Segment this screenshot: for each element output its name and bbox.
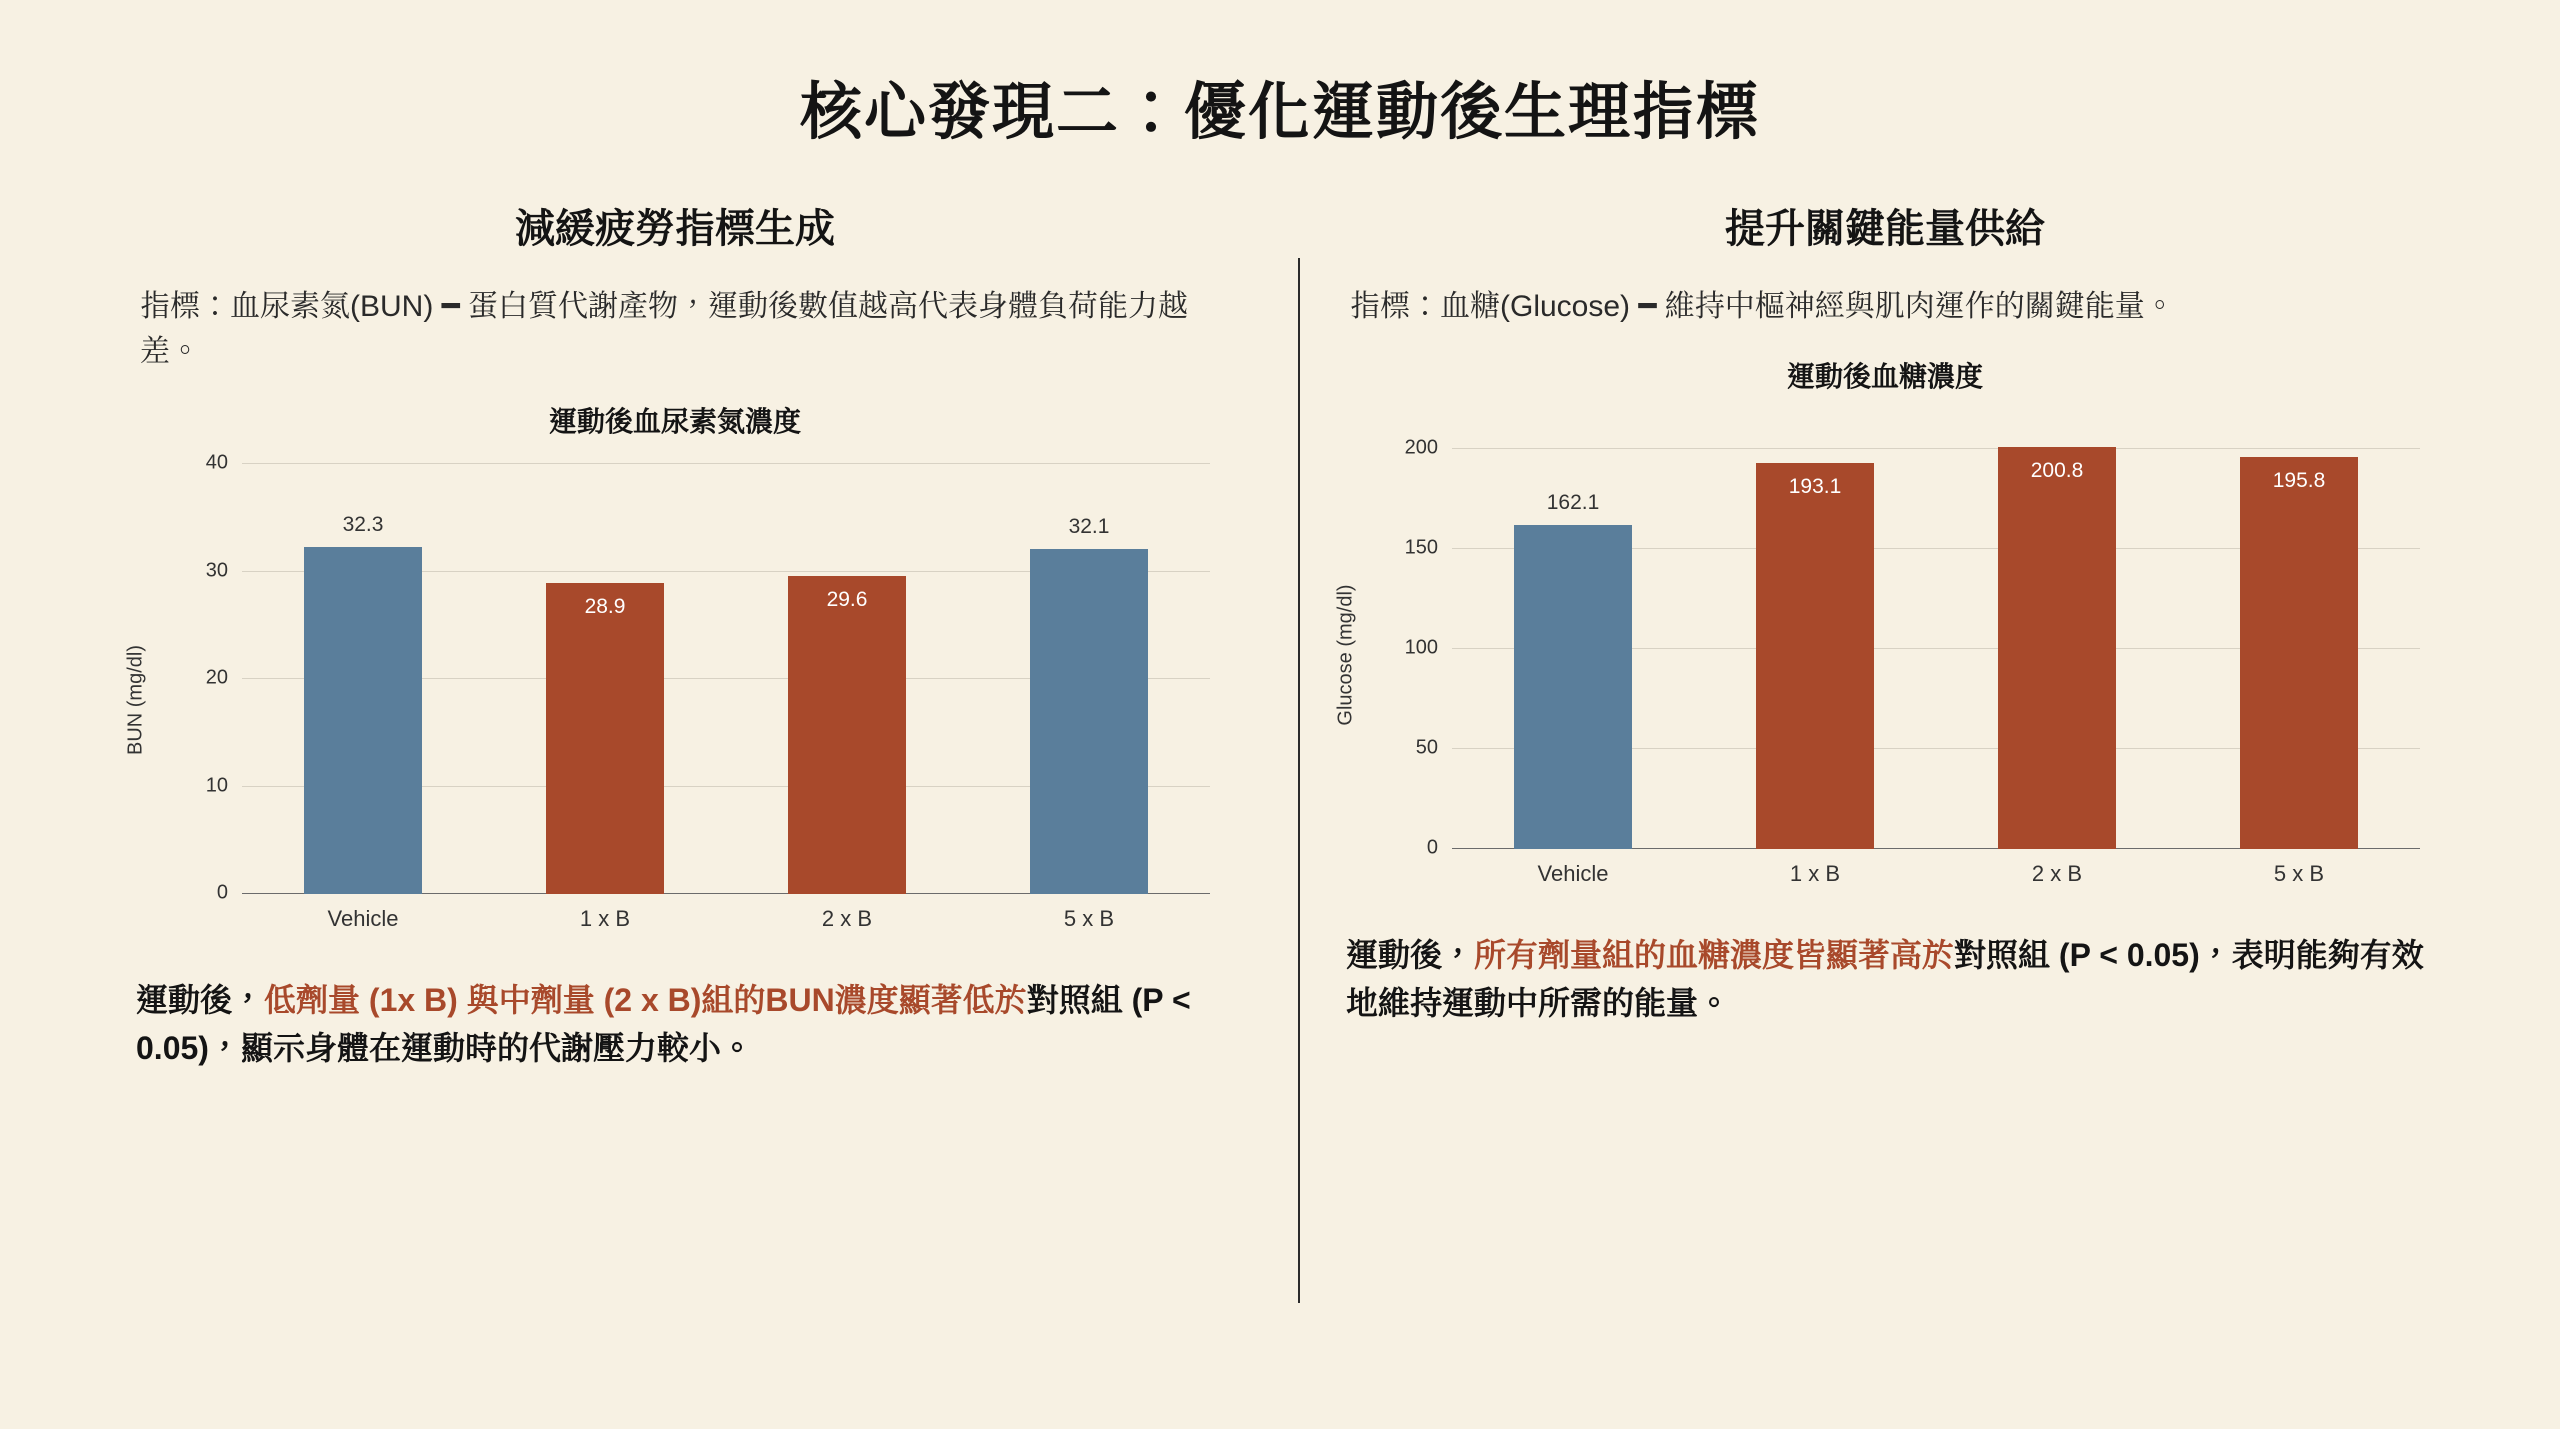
glucose-chart-title: 運動後血糖濃度 [1786,361,1983,392]
bun-xlabel-2xb: 2 x B [821,906,873,931]
bun-ytick-10: 10 [205,774,228,796]
bun-xlabel-vehicle: Vehicle [327,906,399,931]
left-note [136,976,1214,1072]
glucose-bar-vehicle[interactable] [1514,490,1632,849]
right-column [1280,197,2490,1072]
bun-bar-2xb[interactable] [788,576,906,894]
bar-slot [2202,419,2396,849]
glucose-ytick-150: 150 [1404,536,1438,559]
glucose-y-axis-label: Glucose (mg/dl) [1334,584,1357,726]
left-column [70,197,1280,1072]
right-note-highlight: 所有劑量組的血糖濃度皆顯著高於 [1474,937,1955,973]
glucose-xlabel-1xb: 1 x B [1789,861,1841,886]
bar-slot [1476,419,1670,849]
glucose-ytick-0: 0 [1426,836,1438,859]
glucose-xlabel-2xb: 2 x B [2031,861,2083,886]
bun-value-5xb: 32.1 [1068,514,1110,538]
bun-ytick-40: 40 [205,451,228,474]
bun-bar-vehicle[interactable] [304,512,422,894]
bun-ytick-20: 20 [205,666,228,689]
bun-ytick-0: 0 [216,881,228,904]
bun-xlabel-1xb: 1 x B [579,906,631,931]
bun-value-2xb: 29.6 [826,587,868,611]
glucose-value-1xb: 193.1 [1788,474,1842,498]
bar-slot [750,464,944,894]
bun-chart [124,450,1220,950]
glucose-ytick-100: 100 [1404,636,1438,659]
bun-value-1xb: 28.9 [584,595,626,619]
left-description: 指標：血尿素氮(BUN) ━ 蛋白質代謝產物，運動後數值越高代表身體負荷能力越差。 [140,290,1189,368]
bar-slot [266,464,460,894]
left-note-highlight: 低劑量 (1x B) 與中劑量 (2 x B)組的BUN濃度顯著低於 [264,982,1027,1018]
bun-xlabel-5xb: 5 x B [1063,906,1115,931]
right-note-part1: 運動後， [1346,937,1475,973]
bun-bars [242,464,1210,894]
glucose-chart [1334,405,2430,905]
bun-x-labels [242,906,1210,932]
bar-slot [508,464,702,894]
bun-ytick-30: 30 [205,559,228,581]
right-heading: 提升關鍵能量供給 [1725,205,2045,252]
right-note-part2: 對照組 (P < 0.05)，表明能夠有效地維持運動中所需的能量。 [1346,937,2424,1021]
glucose-xlabel-vehicle: Vehicle [1537,861,1609,886]
glucose-value-vehicle: 162.1 [1546,490,1600,514]
left-note-part1: 運動後， [136,982,265,1018]
left-heading: 減緩疲勞指標生成 [515,205,835,252]
columns-container [0,197,2560,1072]
glucose-bar-5xb[interactable] [2240,457,2358,849]
bar-slot [1718,419,1912,849]
glucose-bar-1xb[interactable] [1756,463,1874,849]
glucose-bar-2xb[interactable] [1998,447,2116,849]
right-note [1346,931,2424,1027]
glucose-x-labels [1452,861,2420,887]
page-title: 核心發現二：優化運動後生理指標 [799,75,1760,148]
bun-bar-1xb[interactable] [546,583,664,894]
bun-chart-title: 運動後血尿素氮濃度 [548,406,801,437]
glucose-value-2xb: 200.8 [2030,459,2084,483]
glucose-plot-area [1404,419,2420,859]
left-note-part2: 對照組 (P < 0.05)，顯示身體在運動時的代謝壓力較小。 [136,982,1191,1066]
glucose-value-5xb: 195.8 [2272,469,2326,493]
bun-plot-area [205,451,1210,904]
bar-slot [992,464,1186,894]
glucose-xlabel-5xb: 5 x B [2273,861,2325,886]
glucose-ytick-50: 50 [1415,736,1438,759]
bun-value-vehicle: 32.3 [342,512,384,536]
bar-slot [1960,419,2154,849]
bun-bar-5xb[interactable] [1030,514,1148,894]
glucose-ytick-200: 200 [1404,436,1438,459]
glucose-bars [1452,419,2420,849]
bun-y-axis-label: BUN (mg/dl) [124,644,147,756]
right-description: 指標：血糖(Glucose) ━ 維持中樞神經與肌肉運作的關鍵能量。 [1350,290,2175,323]
